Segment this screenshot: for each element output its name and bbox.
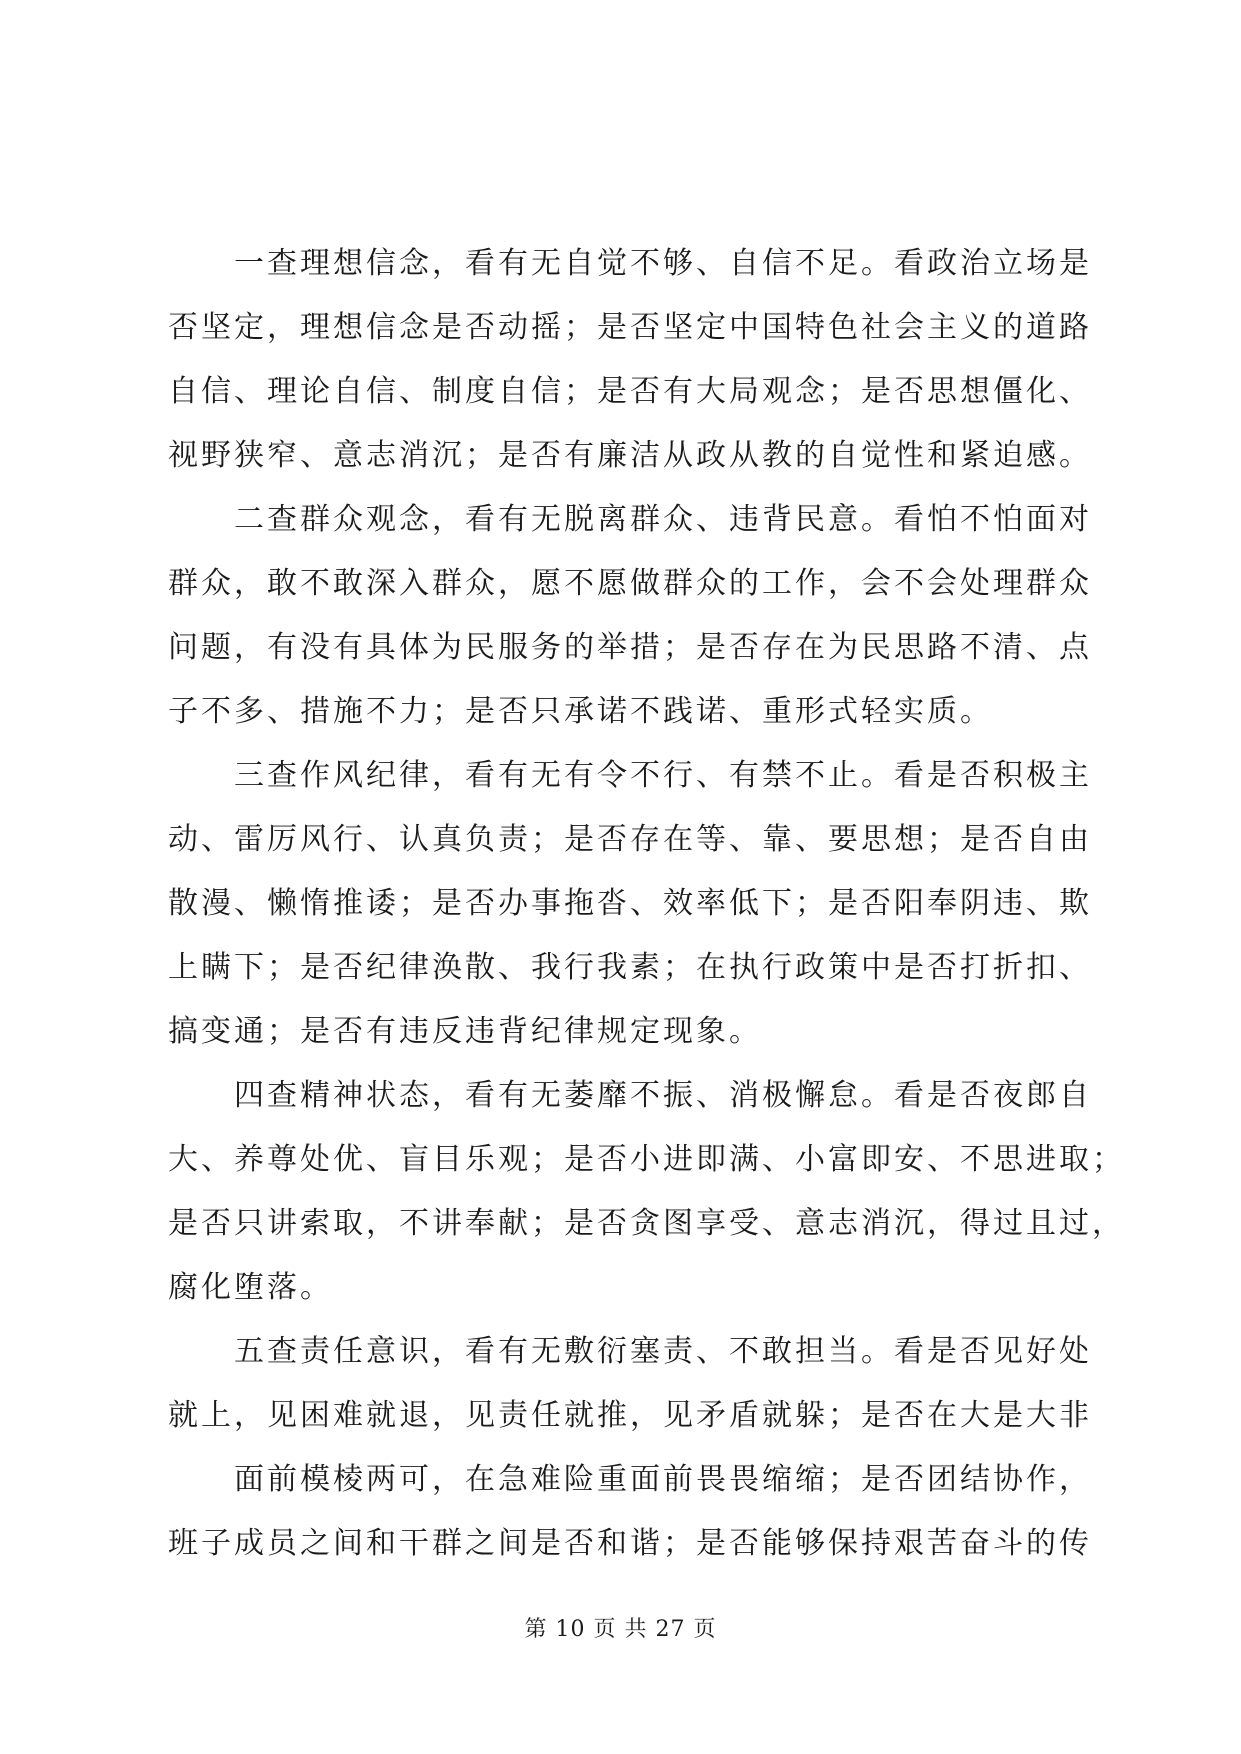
paragraph-responsibility [168,1320,1092,1448]
text-line: 腐化堕落。 [168,1270,333,1305]
text-line: 是否只讲索取，不讲奉献；是否贪图享受、意志消沉，得过且过， [168,1206,1125,1241]
text-line: 面前模棱两可，在急难险重面前畏畏缩缩；是否团结协作， [234,1462,1092,1497]
text-line: 自信、理论自信、制度自信；是否有大局观念；是否思想僵化、 [168,374,1092,409]
text-line: 动、雷厉风行、认真负责；是否存在等、靠、要思想；是否自由 [168,822,1092,857]
paragraph-ideals [168,232,1092,488]
text-line: 散漫、懒惰推诿；是否办事拖沓、效率低下；是否阳奉阴违、欺 [168,886,1092,921]
text-line: 否坚定，理想信念是否动摇；是否坚定中国特色社会主义的道路 [168,310,1092,345]
page-number-footer: 第 10 页 共 27 页 [524,1617,717,1642]
text-line: 问题，有没有具体为民服务的举措；是否存在为民思路不清、点 [168,630,1092,665]
text-line: 二查群众观念，看有无脱离群众、违背民意。看怕不怕面对 [234,502,1092,537]
text-line: 一查理想信念，看有无自觉不够、自信不足。看政治立场是 [234,246,1092,281]
text-line: 子不多、措施不力；是否只承诺不践诺、重形式轻实质。 [168,694,993,729]
text-line: 上瞒下；是否纪律涣散、我行我素；在执行政策中是否打折扣、 [168,950,1092,985]
paragraph-spirit [168,1064,1125,1320]
text-line: 三查作风纪律，看有无有令不行、有禁不止。看是否积极主 [234,758,1092,793]
text-line: 视野狭窄、意志消沉；是否有廉洁从政从教的自觉性和紧迫感。 [168,438,1092,473]
document-body [168,232,1125,1576]
text-line: 搞变通；是否有违反违背纪律规定现象。 [168,1014,762,1049]
text-line: 群众，敢不敢深入群众，愿不愿做群众的工作，会不会处理群众 [168,566,1092,601]
text-line: 五查责任意识，看有无敷衍塞责、不敢担当。看是否见好处 [234,1334,1092,1369]
text-line: 班子成员之间和干群之间是否和谐；是否能够保持艰苦奋斗的传 [168,1526,1092,1561]
text-line: 四查精神状态，看有无萎靡不振、消极懈怠。看是否夜郎自 [234,1078,1092,1113]
text-line: 就上，见困难就退，见责任就推，见矛盾就躲；是否在大是大非 [168,1398,1092,1433]
paragraph-responsibility-continued [168,1448,1092,1576]
paragraph-masses [168,488,1092,744]
text-line: 大、养尊处优、盲目乐观；是否小进即满、小富即安、不思进取； [168,1142,1125,1177]
paragraph-discipline [168,744,1092,1064]
